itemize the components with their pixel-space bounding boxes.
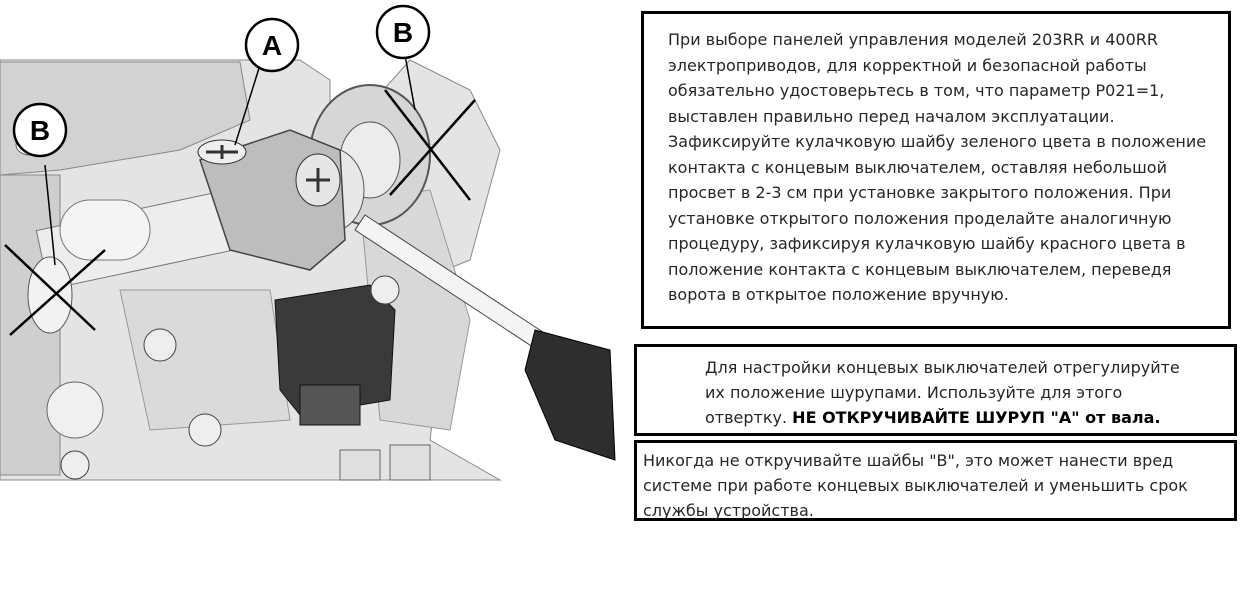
instructions-box [641, 11, 1231, 329]
note-line: их положение шурупами. Используйте для этого [705, 383, 1123, 402]
label-a: A [261, 30, 283, 61]
warning-line: системе при работе концевых выключателей и уменьшить срок [643, 476, 1188, 495]
warning-line: Никогда не откручивайте шайбы "В", это может нанести вред [643, 451, 1174, 470]
housing-inner-wall [120, 290, 290, 430]
adjustment-note-box [634, 344, 1237, 436]
warning-line: службы устройства. [643, 501, 814, 520]
warning-text: НЕ ОТКРУЧИВАЙТЕ ШУРУП "А" от вала. [792, 408, 1161, 427]
note-line-warning [705, 405, 1224, 430]
instruction-line: просвет в 2-3 см при установке закрытого положения. При [668, 183, 1172, 202]
instruction-line: контакта с концевым выключателем, оставляя небольшой [668, 157, 1167, 177]
instruction-line: ворота в открытое положение вручную. [668, 285, 1009, 304]
instruction-line: выставлен правильно перед началом эксплуатации. [668, 106, 1115, 126]
screw-icon [189, 414, 221, 446]
instruction-line: установке открытого положения проделайте аналогичную [668, 208, 1172, 228]
instruction-line: электроприводов, для корректной и безопасной работы [668, 55, 1147, 75]
connector [340, 450, 380, 480]
screw-icon [144, 329, 176, 361]
instruction-line: обязательно удостоверьтесь в том, что параметр P021=1, [668, 81, 1165, 100]
instruction-line: процедуру, зафиксируя кулачковую шайбу красного цвета в [668, 234, 1186, 253]
switch-lever [300, 385, 360, 425]
instruction-line: положение контакта с концевым выключателем, переведя [668, 259, 1172, 279]
roller-left [47, 382, 103, 438]
instruction-line: При выборе панелей управления моделей 203RR и 400RR [668, 30, 1158, 49]
screw-icon [61, 451, 89, 479]
limit-switch-illustration [0, 0, 630, 500]
connector [390, 445, 430, 480]
screwdriver-handle [525, 330, 615, 460]
note-text: отвертку. [705, 408, 793, 427]
screw-icon [371, 276, 399, 304]
note-line: Для настройки концевых выключателей отрегулируйте [705, 358, 1180, 377]
label-b-top: B [392, 17, 414, 48]
washer-warning-box [634, 440, 1237, 521]
label-b-left: B [29, 115, 51, 146]
instruction-line: Зафиксируйте кулачковую шайбу зеленого цвета в положение [668, 132, 1207, 151]
shaft-end [28, 257, 72, 333]
